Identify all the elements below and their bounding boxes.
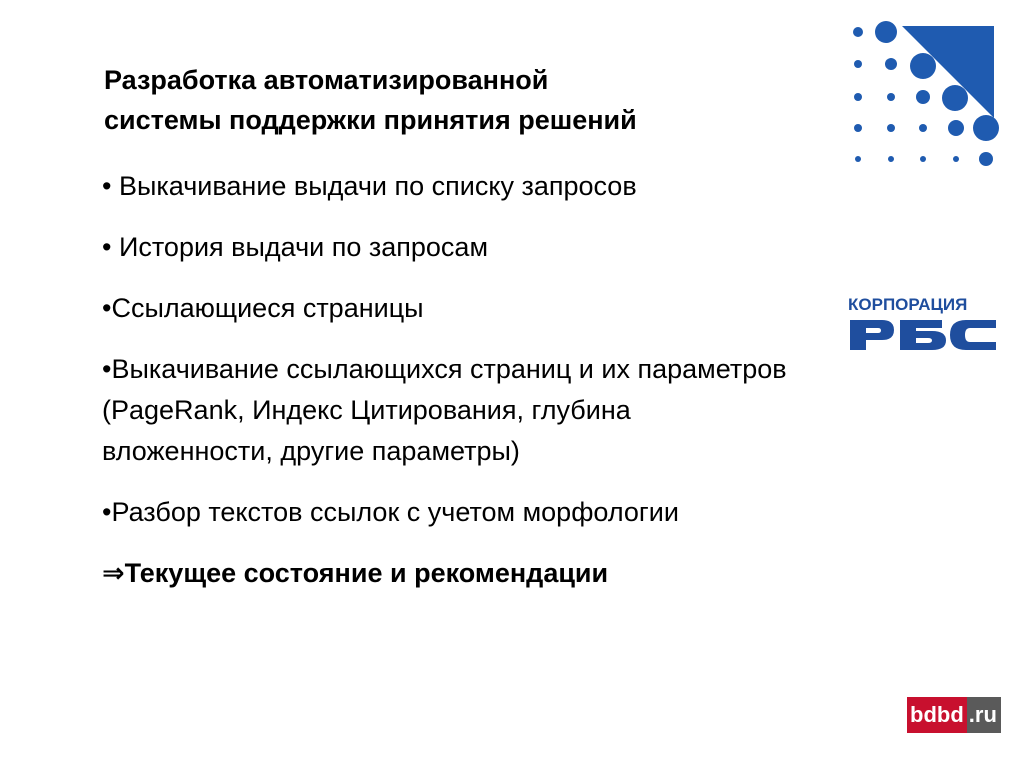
badge-right: .ru xyxy=(967,697,1001,733)
bdbd-badge xyxy=(907,697,1001,733)
bullet-item: •Выкачивание ссылающихся страниц и их параметров (PageRank, Индекс Цитирования, глубина вложенности, другие параметры) xyxy=(102,354,787,466)
rbs-wordmark-icon xyxy=(848,318,998,352)
bullet-item: •Ссылающиеся страницы xyxy=(102,293,424,323)
corp-label: КОРПОРАЦИЯ xyxy=(848,295,968,314)
bullet-item: • Выкачивание выдачи по списку запросов xyxy=(102,171,637,201)
slide-title xyxy=(104,60,804,140)
title-line-2: системы поддержки принятия решений xyxy=(104,105,637,135)
title-line-1: Разработка автоматизированной xyxy=(104,65,549,95)
bullet-item: • История выдачи по запросам xyxy=(102,232,489,262)
conclusion-item: ⇒Текущее состояние и рекомендации xyxy=(102,558,609,588)
dots-triangle-logo-icon xyxy=(846,18,1006,172)
bullet-item: •Разбор текстов ссылок с учетом морфологии xyxy=(102,497,679,527)
bullet-list xyxy=(102,166,802,614)
rbs-corporation-logo xyxy=(848,296,1000,352)
badge-left: bdbd xyxy=(907,697,967,733)
